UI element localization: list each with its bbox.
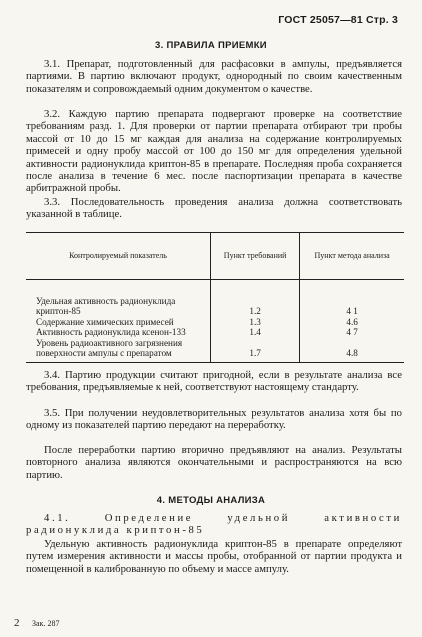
paragraph-3-3: 3.3. Последовательность проведения анализа должна соответствовать указанной в таблице. bbox=[26, 196, 402, 221]
table-cell-requirement: 1.7 bbox=[211, 338, 300, 363]
table-cell-method: 4.6 bbox=[300, 317, 404, 327]
table-cell-method: 4 7 bbox=[300, 327, 404, 337]
table-row bbox=[26, 338, 404, 363]
page-header: ГОСТ 25057—81 Стр. 3 bbox=[278, 14, 398, 26]
subsection-4-1-title: 4.1. Определение удельной активности радионуклида криптон-85 bbox=[26, 512, 402, 537]
table-cell-requirement: 1.2 bbox=[211, 280, 300, 317]
paragraph-rework: После переработки партию вторично предъявляют на анализ. Результаты повторного анализа являются окончательными и распространяются на всю партию. bbox=[26, 444, 402, 481]
page-footer bbox=[14, 617, 59, 629]
paragraph-3-1: 3.1. Препарат, подготовленный для расфасовки в ампулы, предъявляется партиями. В партию включают продукт, однородный по своим качественным показателям и сопровождаемый одним документом о качестве. bbox=[26, 58, 402, 95]
table-cell-requirement: 1.3 bbox=[211, 317, 300, 327]
table-row bbox=[26, 280, 404, 317]
table-cell-indicator: Уровень радиоактивного загрязнения поверхности ампулы с препаратом bbox=[26, 338, 211, 363]
paragraph-4-1: Удельную активность радионуклида криптон-85 в препарате определяют путем измерения активности и массы пробы, отобранной от партии продукта и помещенной в калиброванную по объему и массе ампулу. bbox=[26, 538, 402, 575]
table-cell-method: 4.8 bbox=[300, 338, 404, 363]
section-4-title: 4. МЕТОДЫ АНАЛИЗА bbox=[156, 495, 266, 506]
paragraph-3-5: 3.5. При получении неудовлетворительных результатов анализа хотя бы по одному из показателей партию передают на переработку. bbox=[26, 407, 402, 432]
table-cell-indicator: Активность радионуклида ксенон-133 bbox=[36, 327, 186, 338]
table-cell-method: 4 1 bbox=[300, 280, 404, 317]
section-3-title: 3. ПРАВИЛА ПРИЕМКИ bbox=[155, 40, 267, 51]
paragraph-3-2: 3.2. Каждую партию препарата подвергают проверке на соответствие требованиям разд. 1. Для проверки от партии препарата отбирают три пробы массой от 10 до 15 мг каждая для анализа на содержание контролируемых примесей и одну пробу массой от 100 до 150 мг для определения удельной активности радионуклида криптон-85 в препарате. Последняя проба сохраняется после анализа в течение 6 мес. после паспортизации препарата в качестве арбитражной пробы. bbox=[26, 108, 402, 195]
control-table bbox=[26, 232, 404, 363]
order-number: Зак. 287 bbox=[32, 619, 60, 628]
table-row bbox=[26, 327, 404, 337]
table-cell-indicator: Содержание химических примесей bbox=[36, 316, 174, 327]
table-row bbox=[26, 317, 404, 327]
table-header-requirement: Пункт требований bbox=[211, 233, 300, 280]
table-cell-indicator: Удельная активность радионуклида криптон-85 bbox=[36, 296, 176, 317]
table-header-indicator: Контролируемый показатель bbox=[26, 233, 211, 280]
table-header-method: Пункт метода анализа bbox=[300, 233, 404, 280]
paragraph-3-4: 3.4. Партию продукции считают пригодной, если в результате анализа все требования, предъявляемые к ней, соответствуют настоящему стандарту. bbox=[26, 369, 402, 394]
table-cell-requirement: 1.4 bbox=[211, 327, 300, 337]
page-number: 2 bbox=[14, 617, 20, 629]
